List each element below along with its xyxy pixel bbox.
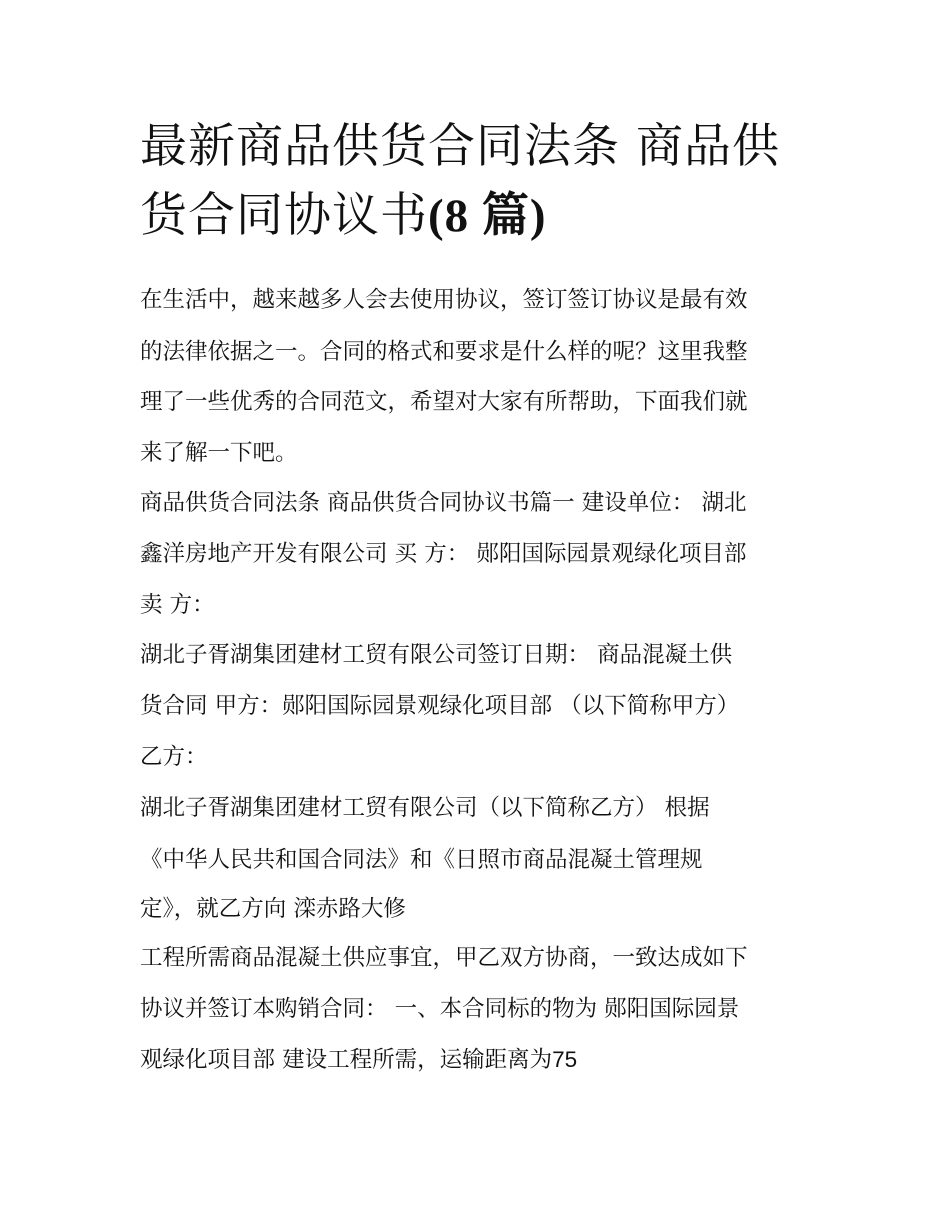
body-line: 湖北子胥湖集团建材工贸有限公司（以下简称乙方） 根据 <box>140 795 710 821</box>
body-line: 货合同 甲方：郧阳国际园景观绿化项目部 （以下简称甲方） <box>140 693 740 719</box>
body-line: 理了一些优秀的合同范文，希望对大家有所帮助，下面我们就 <box>140 389 748 415</box>
body-line: 工程所需商品混凝土供应事宜，甲乙双方协商，一致达成如下 <box>140 945 748 971</box>
title-part2: 货合同协议书 <box>140 188 428 243</box>
body-line: 商品供货合同法条 商品供货合同协议书篇一 建设单位： 湖北 <box>140 490 747 516</box>
body-line: 湖北子胥湖集团建材工贸有限公司签订日期： 商品混凝土供 <box>140 642 733 668</box>
body-line: 定》，就乙方向 滦赤路大修 <box>140 896 406 922</box>
body-line-text: 观绿化项目部 建设工程所需，运输距离为 <box>140 1047 553 1073</box>
body-line: 在生活中，越来越多人会去使用协议，签订签订协议是最有效 <box>140 287 748 313</box>
body-line: 来了解一下吧。 <box>140 440 298 466</box>
body-line: 协议并签订本购销合同： 一、本合同标的物为 郧阳国际园景 <box>140 996 740 1022</box>
title-count: (8 篇) <box>428 190 547 242</box>
body-line: 卖 方： <box>140 592 215 618</box>
body-line: 《中华人民共和国合同法》和《日照市商品混凝土管理规 <box>140 847 703 873</box>
document-title <box>140 112 820 251</box>
body-line: 鑫洋房地产开发有限公司 买 方： 郧阳国际园景观绿化项目部 <box>140 541 747 567</box>
distance-value: 75 <box>552 1047 578 1072</box>
body-line: 的法律依据之一。合同的格式和要求是什么样的呢？这里我整 <box>140 339 748 365</box>
body-line-last <box>140 1045 577 1075</box>
title-part1: 最新商品供货合同法条 商品供 <box>140 119 780 174</box>
body-line: 乙方： <box>140 744 208 770</box>
